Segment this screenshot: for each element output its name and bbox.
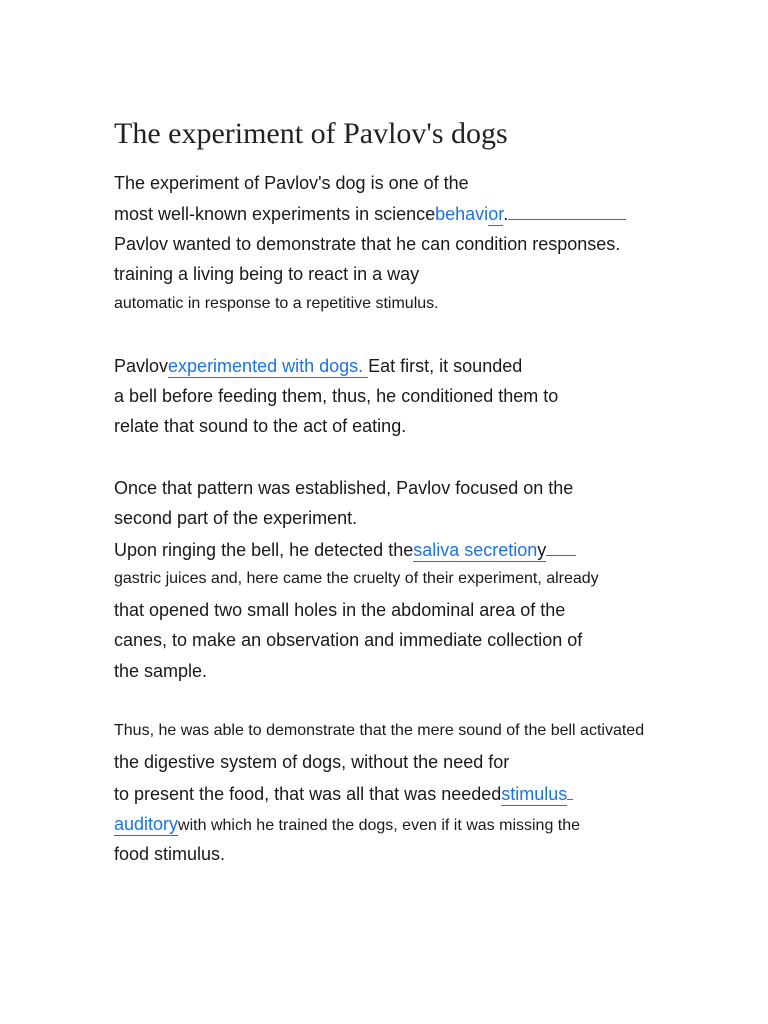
paragraph-2-line-3: relate that sound to the act of eating. — [114, 416, 407, 436]
paragraph-1-line-1: The experiment of Pavlov's dog is one of the — [114, 173, 469, 193]
behavior-link[interactable] — [435, 204, 503, 226]
paragraph-3-line-1: Once that pattern was established, Pavlov focused on the — [114, 478, 574, 498]
paragraph-2-line-1 — [114, 354, 522, 378]
paragraph-4-line-1: Thus, he was able to demonstrate that the mere sound of the bell activated — [114, 722, 645, 739]
paragraph-2-line-2: a bell before feeding them, thus, he conditioned them to — [114, 386, 559, 406]
link-underline — [567, 781, 573, 800]
paragraph-3-line-7: the sample. — [114, 661, 208, 681]
link-text: stimulus — [501, 784, 568, 804]
text-span: to present the food, that was all that was needed — [114, 784, 502, 804]
link-underline — [508, 201, 626, 220]
text-span: Upon ringing the bell, he detected the — [114, 540, 414, 560]
stimulus-auditory-link-continued[interactable] — [114, 814, 178, 836]
link-text: behavi — [435, 204, 489, 224]
paragraph-4-line-4 — [114, 812, 580, 838]
paragraph-1-line-4: training a living being to react in a way — [114, 264, 420, 284]
paragraph-3-line-3 — [114, 537, 576, 562]
link-text: experimented with dogs — [168, 356, 359, 376]
paragraph-1-line-2 — [114, 201, 626, 226]
paragraph-3-line-6: canes, to make an observation and immediate collection of — [114, 630, 583, 650]
link-text-dot: . — [358, 356, 369, 376]
paragraph-4-line-3 — [114, 781, 573, 806]
link-text: auditory — [114, 814, 179, 834]
link-text: saliva secretion — [413, 540, 538, 560]
text-span: with which he trained the dogs, even if it was missing the — [178, 817, 581, 834]
paragraph-3-line-2: second part of the experiment. — [114, 508, 358, 528]
page-title: The experiment of Pavlov's dogs — [114, 117, 508, 150]
paragraph-4-line-5: food stimulus. — [114, 844, 226, 864]
text-span: most well-known experiments in science — [114, 204, 436, 224]
text-span: Eat first, it sounded — [368, 356, 523, 376]
paragraph-3-line-5: that opened two small holes in the abdominal area of the — [114, 600, 566, 620]
saliva-secretion-link[interactable] — [413, 540, 537, 562]
paragraph-1-line-3: Pavlov wanted to demonstrate that he can condition responses. — [114, 234, 621, 254]
text-span: Pavlov — [114, 356, 169, 376]
link-underline — [546, 537, 576, 556]
paragraph-1-line-5: automatic in response to a repetitive stimulus. — [114, 295, 439, 312]
experimented-with-dogs-link[interactable] — [168, 356, 358, 378]
stimulus-auditory-link[interactable] — [501, 784, 573, 804]
link-text-underlined: or — [488, 204, 504, 224]
text-span: . — [503, 204, 509, 224]
text-span: y — [537, 540, 547, 560]
paragraph-3-line-4: gastric juices and, here came the cruelty of their experiment, already — [114, 570, 599, 587]
paragraph-4-line-2: the digestive system of dogs, without the need for — [114, 752, 510, 772]
